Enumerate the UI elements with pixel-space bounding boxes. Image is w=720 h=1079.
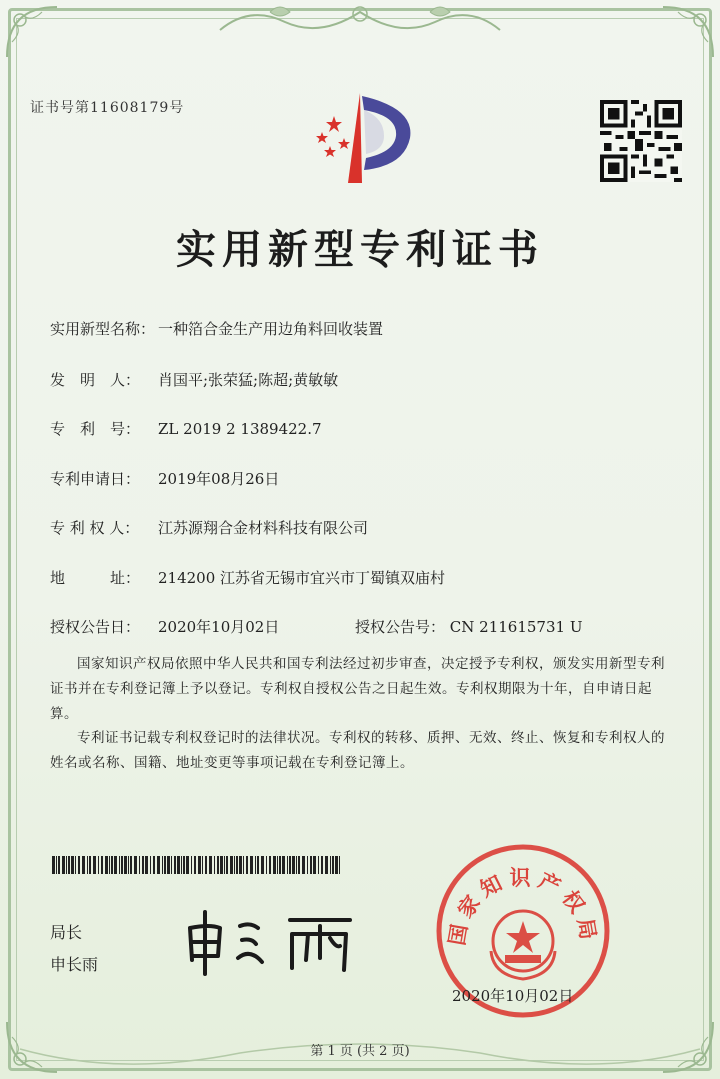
legal-status-paragraph: 专利证书记载专利权登记时的法律状况。专利权的转移、质押、无效、终止、恢复和专利权人的姓名或名称、国籍、地址变更等事项记载在专利登记簿上。 (50, 730, 665, 771)
field-value: CN 211615731 U (449, 618, 583, 636)
certificate-title: 实用新型专利证书 (176, 227, 544, 273)
field-label: 授权公告日： (50, 618, 141, 636)
field-label: 专 利 号： (50, 420, 141, 438)
field-utility-model-name (50, 318, 383, 339)
corner-ornament (2, 2, 62, 62)
statement-paragraph: 国家知识产权局依照中华人民共和国专利法经过初步审查，决定授予专利权，颁发实用新型专利证书并在专利登记簿上予以登记。专利权自授权公告之日起生效。专利权期限为十年，自申请日起算。 (50, 656, 665, 722)
field-grant-number (355, 616, 582, 637)
field-label: 专 利 权 人： (50, 519, 140, 537)
field-address (50, 567, 445, 588)
qr-code-icon (600, 100, 682, 182)
field-value: 一种箔合金生产用边角料回收装置 (158, 320, 384, 338)
field-label: 发 明 人： (50, 371, 141, 389)
field-filing-date (50, 468, 279, 489)
field-value: ZL 2019 2 1389422.7 (158, 420, 322, 438)
field-patent-number (50, 418, 322, 439)
director-title: 局长 (50, 923, 83, 942)
director-name: 申长雨 (50, 955, 99, 974)
field-label: 授权公告号： (355, 618, 446, 636)
cnipa-logo-icon (300, 88, 420, 188)
field-grant-date (50, 616, 279, 637)
field-value: 江苏源翔合金材料科技有限公司 (158, 519, 369, 537)
field-value: 214200 江苏省无锡市宜兴市丁蜀镇双庙村 (158, 569, 446, 587)
field-patentee (50, 517, 368, 538)
field-label: 专利申请日： (50, 470, 141, 488)
top-ornament (210, 0, 510, 40)
field-label: 地 址： (50, 569, 141, 587)
field-label: 实用新型名称： (50, 320, 156, 338)
svg-text:国家知识产权局: 国家知识产权局 (444, 866, 602, 948)
field-value: 2020年10月02日 (158, 618, 280, 636)
certificate-number: 证书号第11608179号 (30, 100, 185, 116)
field-inventors (50, 369, 338, 390)
field-value: 2019年08月26日 (158, 470, 280, 488)
handwritten-signature (180, 898, 380, 978)
barcode-icon (52, 856, 342, 874)
field-value: 肖国平;张荣猛;陈超;黄敏敏 (158, 371, 339, 389)
seal-date: 2020年10月02日 (452, 987, 574, 1005)
page-number: 第 1 页 (共 2 页) (310, 1044, 410, 1059)
corner-ornament (658, 2, 718, 62)
